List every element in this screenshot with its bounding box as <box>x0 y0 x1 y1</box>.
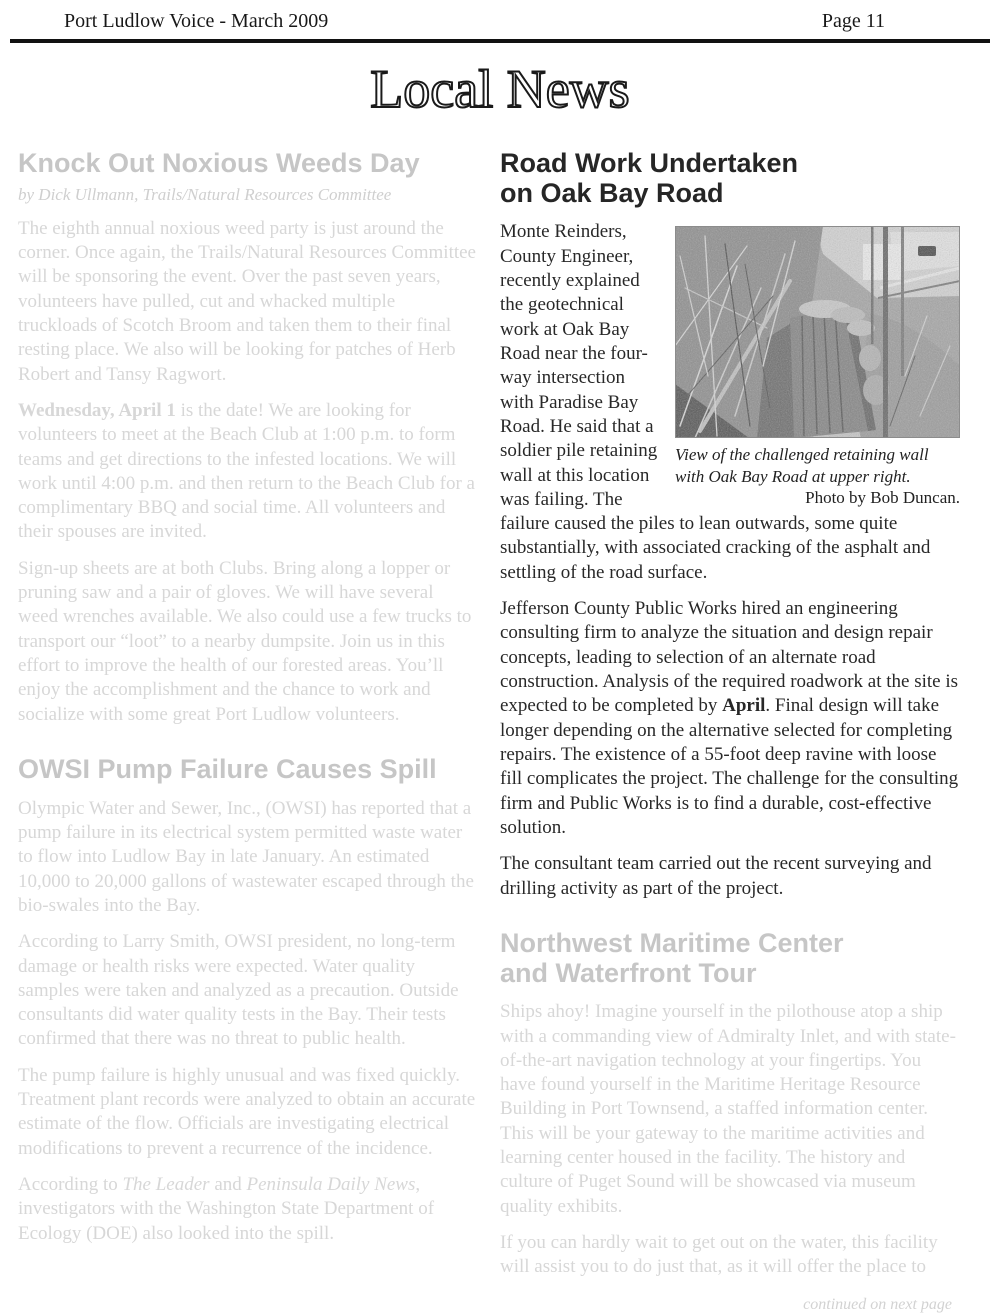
article-heading: OWSI Pump Failure Causes Spill <box>18 753 437 784</box>
paragraph: The consultant team carried out the recent surveying and drilling activity as part of the project. <box>500 853 932 899</box>
paragraph: Ships ahoy! Imagine yourself in the pilothouse atop a ship with a commanding view of Admiralty Inlet, and with state-of-the-art navigation technology at your fingertips. You have found yourself in the Maritime Heritage Resource Building in Port Townsend, a staffed information center. This will be your gateway to the maritime activities and learning center housed in the facility. The history and culture of Puget Sound will be showcased via museum quality exhibits. <box>500 1001 956 1217</box>
paragraph: According to The Leader and Peninsula Daily News, investigators with the Washington State Department of Ecology (DOE) also looked into the spill. <box>18 1174 435 1244</box>
masthead <box>0 8 1000 39</box>
page-number: Page 11 <box>821 10 885 32</box>
article-byline: by Dick Ullmann, Trails/Natural Resources Committee <box>18 184 392 204</box>
paragraph: Monte Reinders, County Engineer, recently explained the geotechnical work at Oak Bay Road near the four-way intersection with Paradise Bay Road. He said that a soldier pile retaining wall at this location was failing. The failure caused the piles to lean outwards, some quite substantially, with associated cracking of the asphalt and settling of the road surface. <box>500 221 931 583</box>
paragraph: Sign-up sheets are at both Clubs. Bring along a lopper or pruning saw and a pair of gloves. We will have several weed wrenches available. We also could use a few trucks to transport our “loot” to a nearby dumpsite. Join us in this effort to improve the health of our forested areas. You’ll enjoy the accomplishment and the chance to work and socialize with some great Port Ludlow volunteers. <box>18 557 472 725</box>
article-heading: Road Work Undertaken on Oak Bay Road <box>500 148 799 208</box>
content-columns <box>0 149 1000 1314</box>
article-noxious-weeds <box>18 149 478 727</box>
article-body <box>500 220 960 585</box>
header-rule <box>10 39 990 43</box>
continued-note: continued on next page <box>803 1295 952 1313</box>
photo-caption: View of the challenged retaining wall with Oak Bay Road at upper right. <box>675 445 929 486</box>
paragraph: Jefferson County Public Works hired an engineering consulting firm to analyze the situation and design repair concepts, leading to selection of an alternate road construction. Analysis of the required roadwork at the site is expected to be completed by April. Final design will take longer depending on the alternative selected for completing repairs. The existence of a 55-foot deep ravine with loose fill complicates the project. The challenge for the consulting firm and Public Works is to find a durable, cost-effective solution. <box>500 598 959 838</box>
article-heading: Northwest Maritime Center and Waterfront Tour <box>500 927 844 988</box>
page-title-text: Local News <box>370 59 630 119</box>
right-column <box>500 149 960 1314</box>
paragraph: The pump failure is highly unusual and was fixed quickly. Treatment plant records were analyzed to obtain an accurate estimate of the flow. Officials are investigating electrical modifications to prevent a recurrence of the incidence. <box>18 1064 476 1159</box>
page-title <box>0 57 1000 123</box>
paragraph: Olympic Water and Sewer, Inc., (OWSI) has reported that a pump failure in its electrical system permitted waste water to flow into Ludlow Bay in late January. An estimated 10,000 to 20,000 gallons of wastewater escaped through the bio-swales into the Bay. <box>18 797 474 916</box>
newsletter-name: Port Ludlow Voice - March 2009 <box>64 10 329 32</box>
paragraph: According to Larry Smith, OWSI president, no long-term damage or health risks were expected. Water quality samples were taken and analyzed as a precaution. Outside consultants did water quality tests in the Bay. Their tests confirmed that there was no threat to public health. <box>18 931 459 1050</box>
paragraph: The eighth annual noxious weed party is just around the corner. Once again, the Trails/Natural Resources Committee will be sponsoring the event. Over the past seven years, volunteers have pulled, cut and whacked multiple truckloads of Scotch Broom and taken them to their final resting place. We also will be looking for patches of Herb Robert and Tansy Ragwort. <box>18 217 476 385</box>
photo-credit: Photo by Bob Duncan. <box>805 487 960 507</box>
article-maritime-center <box>500 929 960 1314</box>
paragraph: If you can hardly wait to get out on the water, this facility will assist you to do just that, as it will offer the place to <box>500 1232 938 1278</box>
retaining-wall-photo <box>675 226 960 508</box>
article-road-work <box>500 149 960 901</box>
left-column <box>18 149 478 1314</box>
article-heading: Knock Out Noxious Weeds Day <box>18 148 420 178</box>
retaining-wall-photo-image <box>675 226 960 438</box>
paragraph: Wednesday, April 1 is the date! We are looking for volunteers to meet at the Beach Club at 1:00 p.m. to form teams and get directions to the infested locations. We will work until 4:00 p.m. and then return to the Beach Club for a complimentary BBQ and social time. All volunteers and their spouses are invited. <box>18 399 475 543</box>
article-owsi-spill <box>18 755 478 1246</box>
